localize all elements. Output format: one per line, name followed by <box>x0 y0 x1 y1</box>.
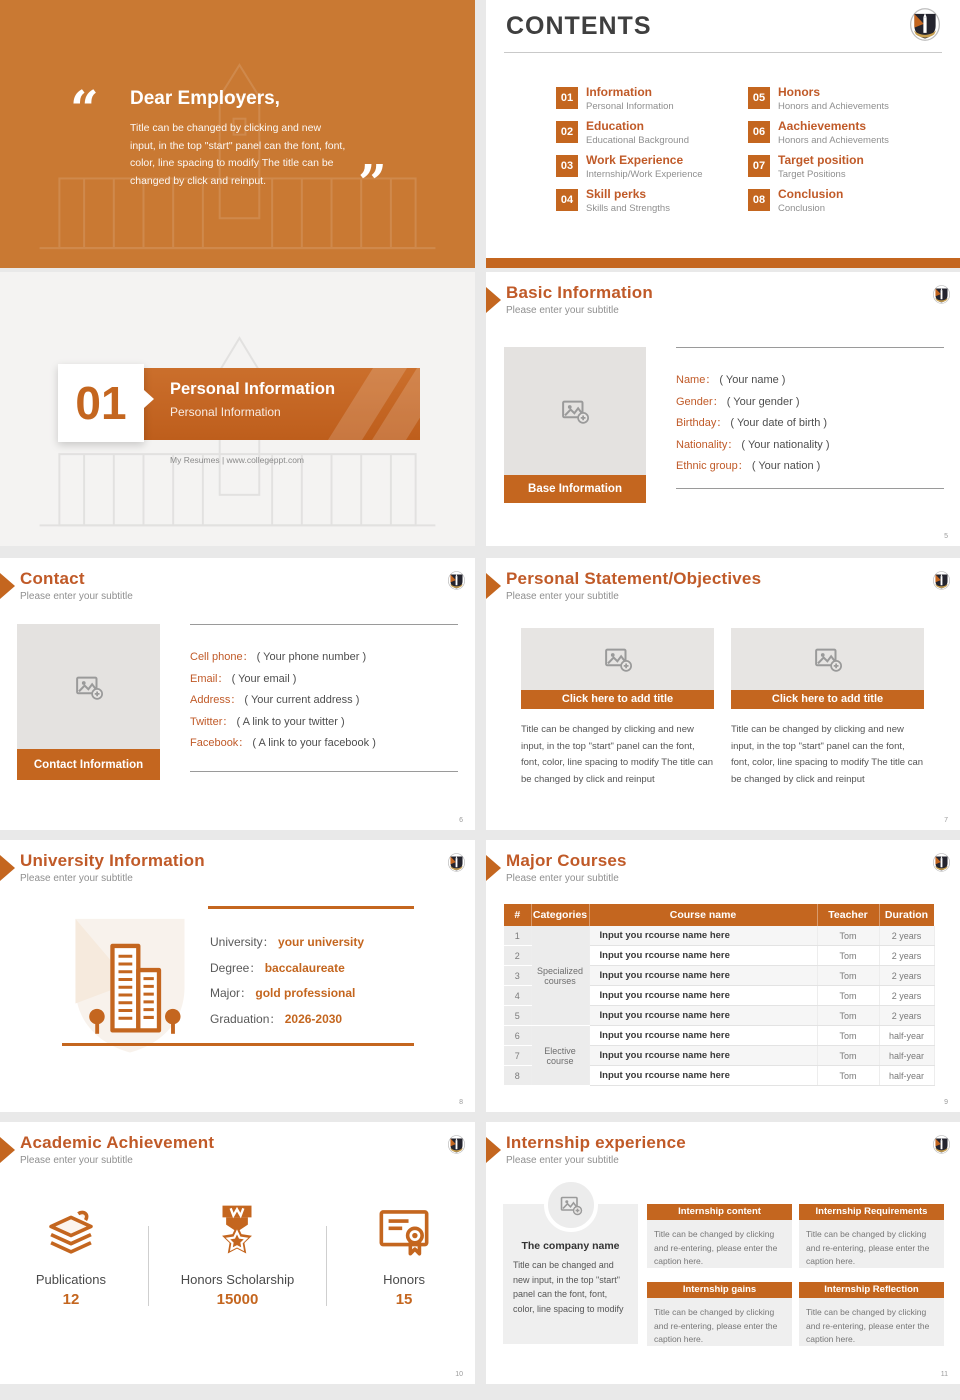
page-number: 11 <box>940 1371 948 1378</box>
page-subtitle: Please enter your subtitle <box>506 1155 619 1166</box>
card-body-text: Title can be changed by clicking and re-entering, please enter the caption here. <box>647 1298 792 1346</box>
contents-item[interactable] <box>748 188 940 222</box>
stats-row <box>0 1198 475 1308</box>
company-body-text: Title can be changed and new input, in the top "start" panel can the font, font, color, line spacing to modify <box>513 1260 624 1314</box>
field-row <box>190 669 458 691</box>
stat-value: 15000 <box>216 1291 259 1308</box>
field-value: ( Your nation ) <box>751 460 821 472</box>
internship-gains-card <box>647 1282 792 1346</box>
image-placeholder-icon <box>74 673 104 701</box>
stat-label: Honors Scholarship <box>180 1272 295 1287</box>
crest-logo-icon <box>933 1135 950 1154</box>
field-value: gold professional <box>255 986 356 1000</box>
crest-logo-icon <box>933 571 950 590</box>
page-number: 6 <box>459 817 463 824</box>
company-name: The company name <box>521 1240 620 1252</box>
page-title: Contact <box>20 569 85 588</box>
add-title-button[interactable]: Click here to add title <box>731 690 924 709</box>
field-label: Facebook： <box>190 737 250 749</box>
statement-body-text: Title can be changed by clicking and new input, in the top "start" panel can the font, font, color, line spacing to modify The title can be changed by click and reinput <box>731 724 924 785</box>
title-arrow-icon <box>486 855 501 881</box>
photo-placeholder[interactable] <box>504 347 646 475</box>
field-row <box>190 712 458 734</box>
field-label: Email： <box>190 672 229 685</box>
title-arrow-icon <box>486 1137 501 1163</box>
stat-honors <box>333 1198 475 1308</box>
slide-contents <box>486 0 960 268</box>
card-header: Internship content <box>647 1204 792 1220</box>
image-placeholder[interactable] <box>521 628 714 690</box>
item-number-badge: 08 <box>748 189 770 211</box>
contents-title: CONTENTS <box>506 12 652 40</box>
crest-logo-icon <box>448 853 465 872</box>
divider <box>676 488 944 489</box>
crest-logo-icon <box>448 1135 465 1154</box>
item-number-badge: 06 <box>748 121 770 143</box>
field-label: Name： <box>676 374 717 386</box>
divider <box>148 1226 149 1306</box>
internship-reflection-card <box>799 1282 944 1346</box>
field-row <box>210 930 364 956</box>
divider <box>190 771 458 772</box>
card-body-text: Title can be changed by clicking and re-entering, please enter the caption here. <box>799 1220 944 1268</box>
field-row <box>676 370 944 392</box>
crest-logo-icon <box>933 853 950 872</box>
field-label: Birthday： <box>676 417 728 429</box>
photo-placeholder[interactable] <box>17 624 160 749</box>
category-cell: Elective course <box>531 1026 589 1086</box>
duration-cell: half-year <box>879 1046 934 1066</box>
title-arrow-icon <box>0 855 15 881</box>
bottom-accent-bar <box>486 258 960 268</box>
section-footer: My Resumes | www.collegeppt.com <box>170 455 305 465</box>
slide-academic-achievement <box>0 1122 475 1384</box>
photo-caption: Base Information <box>504 475 646 503</box>
courses-table <box>504 904 935 1086</box>
university-fields <box>210 930 364 1032</box>
crest-logo-icon <box>910 8 940 41</box>
category-cell: Specialized courses <box>531 926 589 1026</box>
field-label: Degree： <box>210 960 262 975</box>
course-cell: Input you rcourse name here <box>589 1006 817 1026</box>
contents-item[interactable] <box>556 120 748 154</box>
duration-cell: 2 years <box>879 966 934 986</box>
item-subtitle: Target Positions <box>778 169 846 180</box>
teacher-cell: Tom <box>817 986 879 1006</box>
slide-internship-experience <box>486 1122 960 1384</box>
duration-cell: 2 years <box>879 1006 934 1026</box>
teacher-cell: Tom <box>817 946 879 966</box>
card-header: Internship Requirements <box>799 1204 944 1220</box>
row-number: 1 <box>504 926 531 946</box>
banner-notch <box>144 390 154 408</box>
item-number-badge: 04 <box>556 189 578 211</box>
item-title: Aachievements <box>778 119 867 133</box>
page-subtitle: Please enter your subtitle <box>20 873 133 884</box>
section-number-box <box>58 364 144 442</box>
slide-contact <box>0 558 475 830</box>
field-value: your university <box>278 935 365 949</box>
item-subtitle: Honors and Achievements <box>778 101 889 112</box>
field-value: baccalaureate <box>264 960 345 975</box>
item-number-badge: 02 <box>556 121 578 143</box>
slide-section-01 <box>0 272 475 546</box>
field-label: Address： <box>190 694 242 706</box>
col-header: # <box>504 904 531 926</box>
section-number: 01 <box>75 377 127 429</box>
table-row <box>504 1026 934 1046</box>
page-title: University Information <box>20 851 205 870</box>
item-subtitle: Skills and Strengths <box>586 203 670 214</box>
crest-logo-icon <box>933 285 950 304</box>
item-title: Education <box>586 119 645 133</box>
row-number: 8 <box>504 1066 531 1086</box>
contents-item[interactable] <box>748 86 940 120</box>
field-row <box>190 647 458 669</box>
duration-cell: half-year <box>879 1066 934 1086</box>
statement-body-text: Title can be changed by clicking and new input, in the top "start" panel can the font, font, color, line spacing to modify The title can be changed by click and reinput <box>521 724 714 785</box>
fields-panel <box>676 347 944 489</box>
section-subtitle: Personal Information <box>170 405 281 419</box>
divider <box>326 1226 327 1306</box>
page-title: Academic Achievement <box>20 1133 215 1152</box>
field-row <box>676 413 944 435</box>
field-value: ( Your phone number ) <box>256 651 367 663</box>
photo-caption: Contact Information <box>17 749 160 780</box>
statement-card <box>731 628 924 788</box>
field-value: ( Your email ) <box>231 672 297 685</box>
field-row <box>676 456 944 478</box>
course-cell: Input you rcourse name here <box>589 946 817 966</box>
card-header: Internship gains <box>647 1282 792 1298</box>
field-value: ( A link to your twitter ) <box>236 715 345 728</box>
open-quote-icon: “ <box>70 79 99 138</box>
title-arrow-icon <box>486 573 501 599</box>
contents-list <box>556 86 940 222</box>
page-number: 9 <box>944 1099 948 1106</box>
contents-item[interactable] <box>556 188 748 222</box>
page-number: 8 <box>459 1099 463 1106</box>
course-cell: Input you rcourse name here <box>589 1066 817 1086</box>
stat-scholarship <box>155 1198 320 1308</box>
field-value: ( Your gender ) <box>726 395 800 408</box>
field-value: ( Your nationality ) <box>741 438 830 451</box>
image-placeholder-icon <box>603 645 633 673</box>
row-number: 3 <box>504 966 531 986</box>
col-header: Course name <box>589 904 817 926</box>
row-number: 7 <box>504 1046 531 1066</box>
card-body-text: Title can be changed by clicking and re-entering, please enter the caption here. <box>647 1220 792 1268</box>
image-placeholder-icon <box>560 397 590 425</box>
item-subtitle: Educational Background <box>586 135 689 146</box>
page-title: Internship experience <box>506 1133 686 1152</box>
cover-title: Dear Employers, <box>130 88 280 109</box>
field-label: Ethnic group： <box>676 460 749 472</box>
accent-rule <box>208 906 414 909</box>
item-number-badge: 01 <box>556 87 578 109</box>
field-value: ( Your name ) <box>719 374 786 386</box>
page-title: Personal Statement/Objectives <box>506 569 762 588</box>
duration-cell: 2 years <box>879 986 934 1006</box>
statement-card <box>521 628 714 788</box>
item-title: Conclusion <box>778 187 844 201</box>
publications-icon <box>42 1202 100 1260</box>
slide-cover <box>0 0 475 268</box>
table-row <box>504 926 934 946</box>
company-photo-placeholder[interactable] <box>544 1178 598 1232</box>
image-placeholder-icon <box>559 1194 583 1216</box>
col-header: Categories <box>531 904 589 926</box>
contents-item[interactable] <box>748 120 940 154</box>
item-title: Target position <box>778 153 864 167</box>
slide-major-courses <box>486 840 960 1112</box>
page-subtitle: Please enter your subtitle <box>20 1155 133 1166</box>
row-number: 4 <box>504 986 531 1006</box>
field-row <box>210 1007 364 1033</box>
fields-panel <box>190 624 458 772</box>
field-value: 2026-2030 <box>284 1011 343 1026</box>
teacher-cell: Tom <box>817 1026 879 1046</box>
image-placeholder-icon <box>813 645 843 673</box>
field-label: University： <box>210 935 275 949</box>
col-header: Teacher <box>817 904 879 926</box>
teacher-cell: Tom <box>817 1046 879 1066</box>
course-cell: Input you rcourse name here <box>589 926 817 946</box>
page-title: Major Courses <box>506 851 627 870</box>
medal-icon <box>208 1202 266 1260</box>
course-cell: Input you rcourse name here <box>589 1046 817 1066</box>
teacher-cell: Tom <box>817 926 879 946</box>
field-value: ( Your current address ) <box>244 694 360 706</box>
contents-item[interactable] <box>748 154 940 188</box>
course-cell: Input you rcourse name here <box>589 986 817 1006</box>
field-row <box>210 956 364 982</box>
contents-item[interactable] <box>556 86 748 120</box>
item-subtitle: Conclusion <box>778 203 825 214</box>
page-subtitle: Please enter your subtitle <box>506 873 619 884</box>
university-buildings-icon <box>78 930 190 1048</box>
certificate-icon <box>375 1202 433 1260</box>
field-row <box>676 435 866 457</box>
title-arrow-icon <box>0 573 15 599</box>
item-title: Information <box>586 85 652 99</box>
item-title: Skill perks <box>586 187 647 201</box>
course-cell: Input you rcourse name here <box>589 966 817 986</box>
teacher-cell: Tom <box>817 966 879 986</box>
duration-cell: half-year <box>879 1026 934 1046</box>
image-placeholder[interactable] <box>731 628 924 690</box>
title-arrow-icon <box>0 1137 15 1163</box>
item-subtitle: Honors and Achievements <box>778 135 889 146</box>
card-header: Internship Reflection <box>799 1282 944 1298</box>
slide-basic-information <box>486 272 960 546</box>
slide-personal-statement <box>486 558 960 830</box>
page-subtitle: Please enter your subtitle <box>506 305 619 316</box>
field-label: Major： <box>210 986 253 1000</box>
field-row <box>190 733 458 755</box>
page-subtitle: Please enter your subtitle <box>20 591 133 602</box>
duration-cell: 2 years <box>879 946 934 966</box>
item-number-badge: 03 <box>556 155 578 177</box>
add-title-button[interactable]: Click here to add title <box>521 690 714 709</box>
field-label: Graduation： <box>210 1011 282 1026</box>
field-value: ( A link to your facebook ) <box>252 737 376 749</box>
stat-label: Publications <box>35 1272 106 1287</box>
field-row <box>676 392 944 414</box>
table-header-row <box>504 904 934 926</box>
divider <box>504 52 942 53</box>
item-number-badge: 07 <box>748 155 770 177</box>
item-title: Honors <box>778 85 820 99</box>
row-number: 6 <box>504 1026 531 1046</box>
internship-content-card <box>647 1204 792 1268</box>
field-label: Gender： <box>676 395 724 408</box>
cover-body-text: Title can be changed by clicking and new input, in the top "start" panel can the font, font, color, line spacing to modify The title can be changed by click and reinput. <box>130 122 346 187</box>
accent-rule <box>62 1043 414 1046</box>
stat-value: 15 <box>395 1291 413 1308</box>
row-number: 5 <box>504 1006 531 1026</box>
teacher-cell: Tom <box>817 1066 879 1086</box>
stat-publications <box>0 1198 142 1308</box>
page-number: 7 <box>944 817 948 824</box>
field-label: Nationality： <box>676 438 739 451</box>
page-subtitle: Please enter your subtitle <box>506 591 619 602</box>
section-title: Personal Information <box>170 380 336 398</box>
item-title: Work Experience <box>586 153 684 167</box>
contents-item[interactable] <box>556 154 748 188</box>
field-value: ( Your date of birth ) <box>730 417 828 429</box>
teacher-cell: Tom <box>817 1006 879 1026</box>
stat-value: 12 <box>62 1291 80 1308</box>
title-arrow-icon <box>486 287 501 313</box>
item-subtitle: Personal Information <box>586 101 674 112</box>
internship-requirements-card <box>799 1204 944 1268</box>
page-number: 5 <box>944 533 948 540</box>
page-number: 10 <box>455 1371 463 1378</box>
col-header: Duration <box>879 904 934 926</box>
course-cell: Input you rcourse name here <box>589 1026 817 1046</box>
field-label: Twitter： <box>190 715 234 728</box>
card-body-text: Title can be changed by clicking and re-entering, please enter the caption here. <box>799 1298 944 1346</box>
close-quote-icon: ” <box>358 153 387 212</box>
item-number-badge: 05 <box>748 87 770 109</box>
stat-label: Honors <box>383 1272 425 1287</box>
page-title: Basic Information <box>506 283 653 302</box>
field-label: Cell phone： <box>190 651 254 663</box>
slide-university-information <box>0 840 475 1112</box>
row-number: 2 <box>504 946 531 966</box>
crest-logo-icon <box>448 571 465 590</box>
duration-cell: 2 years <box>879 926 934 946</box>
field-row <box>190 690 458 712</box>
item-subtitle: Internship/Work Experience <box>586 169 703 180</box>
field-row <box>210 981 364 1007</box>
